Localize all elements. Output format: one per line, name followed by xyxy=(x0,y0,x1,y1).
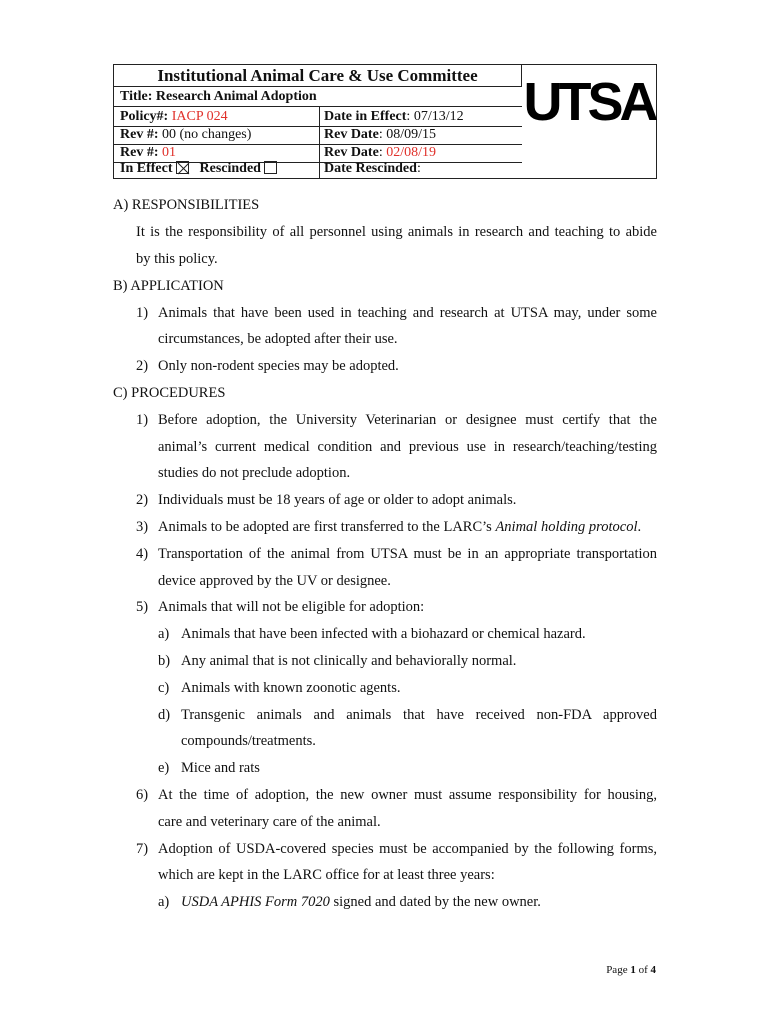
status-row: In Effect Rescinded Date Rescinded: xyxy=(120,161,421,176)
c3-text xyxy=(158,519,641,536)
c5a-number: a) xyxy=(158,626,170,642)
policy-value: IACP 024 xyxy=(171,109,228,124)
c5e-text: Mice and rats xyxy=(181,760,260,776)
rev-date1-value: 08/09/15 xyxy=(386,127,436,142)
page-number: 1 xyxy=(630,964,636,976)
b1-number: 1) xyxy=(136,305,149,321)
rev1-value: 00 (no changes) xyxy=(162,127,252,142)
animal-holding-protocol: Animal holding protocol xyxy=(495,519,638,535)
c3-text-a: Animals to be adopted are first transferred to the LARC’s xyxy=(158,519,496,535)
c7-text-1: Adoption of USDA-covered species must be accompanied by the following forms, xyxy=(158,841,657,857)
rev-date2-label: Rev Date xyxy=(324,145,379,160)
c4-text-1: Transportation of the animal from UTSA must be in an appropriate transportation xyxy=(158,546,657,562)
rev2-row: Rev #: 01 Rev Date: 02/08/19 xyxy=(114,143,522,163)
c5c-number: c) xyxy=(158,680,170,696)
c6-text-1: At the time of adoption, the new owner must assume responsibility for housing, xyxy=(158,787,657,803)
c4-number: 4) xyxy=(136,546,149,562)
c2-number: 2) xyxy=(136,492,149,508)
committee-title: Institutional Animal Care & Use Committee xyxy=(114,65,522,87)
rev2-value: 01 xyxy=(162,145,176,160)
of-word: of xyxy=(638,964,648,976)
policy-label: Policy# xyxy=(120,109,164,124)
utsa-logo-text: UTSA xyxy=(523,72,655,132)
c3-number: 3) xyxy=(136,519,149,535)
c5e-number: e) xyxy=(158,760,170,776)
c2-text: Individuals must be 18 years of age or older to adopt animals. xyxy=(158,492,517,508)
rev-date2-value: 02/08/19 xyxy=(386,145,436,160)
page-footer xyxy=(606,964,656,976)
section-a-heading: A) RESPONSIBILITIES xyxy=(113,197,260,213)
title-label: Title xyxy=(120,89,148,104)
b1-text-1: Animals that have been used in teaching and research at UTSA may, under some xyxy=(158,305,657,321)
c3-text-c: . xyxy=(637,519,642,535)
section-b-heading: B) APPLICATION xyxy=(113,278,224,294)
section-a-text-2: by this policy. xyxy=(136,251,218,267)
c1-number: 1) xyxy=(136,412,149,428)
b1-text-2: circumstances, be adopted after their use. xyxy=(158,331,398,347)
section-a-text-1: It is the responsibility of all personnel using animals in research and teaching to abide xyxy=(136,224,657,240)
c5-text: Animals that will not be eligible for adoption: xyxy=(158,599,425,615)
c1-text-1: Before adoption, the University Veterinarian or designee must certify that the xyxy=(158,412,657,428)
policy-row: Policy#: IACP 024 Date in Effect: 07/13/12 xyxy=(114,107,522,127)
c5a-text: Animals that have been infected with a biohazard or chemical hazard. xyxy=(181,626,586,642)
rev-date1-label: Rev Date xyxy=(324,127,379,142)
rescinded-label: Rescinded xyxy=(199,161,261,176)
date-rescinded-label: Date Rescinded xyxy=(324,161,417,176)
c5d-text-1: Transgenic animals and animals that have received non-FDA approved xyxy=(181,707,657,723)
page-total: 4 xyxy=(650,964,656,976)
section-c-heading: C) PROCEDURES xyxy=(113,385,226,401)
rev1-row: Rev #: 00 (no changes) Rev Date: 08/09/15 xyxy=(114,125,522,145)
c7-text-2: which are kept in the LARC office for at least three years: xyxy=(158,867,495,883)
c5-number: 5) xyxy=(136,599,149,615)
c5d-text-2: compounds/treatments. xyxy=(181,733,316,749)
c5b-number: b) xyxy=(158,653,171,669)
title-row: Title: Research Animal Adoption xyxy=(114,87,522,107)
c5d-number: d) xyxy=(158,707,171,723)
c5c-text: Animals with known zoonotic agents. xyxy=(181,680,401,696)
title-value: Research Animal Adoption xyxy=(155,89,317,104)
b2-text: Only non-rodent species may be adopted. xyxy=(158,358,399,374)
usda-form-name: USDA APHIS Form 7020 xyxy=(181,894,330,910)
date-effect-label: Date in Effect xyxy=(324,109,407,124)
date-effect-value: 07/13/12 xyxy=(413,109,464,124)
c6-number: 6) xyxy=(136,787,149,803)
c6-text-2: care and veterinary care of the animal. xyxy=(158,814,381,830)
rev2-label: Rev # xyxy=(120,145,154,160)
c4-text-2: device approved by the UV or designee. xyxy=(158,573,391,589)
c5b-text: Any animal that is not clinically and behaviorally normal. xyxy=(181,653,517,669)
b2-number: 2) xyxy=(136,358,149,374)
rev1-label: Rev # xyxy=(120,127,154,142)
page-word: Page xyxy=(606,964,628,976)
c7a-number: a) xyxy=(158,894,170,910)
c1-text-3: studies do not preclude adoption. xyxy=(158,465,351,481)
in-effect-label: In Effect xyxy=(120,161,173,176)
c1-text-2: animal’s current medical condition and previous use in research/teaching/testing xyxy=(158,439,657,455)
c7a-text-rest: signed and dated by the new owner. xyxy=(329,894,541,910)
c7-number: 7) xyxy=(136,841,149,857)
c7a-text xyxy=(181,894,541,911)
